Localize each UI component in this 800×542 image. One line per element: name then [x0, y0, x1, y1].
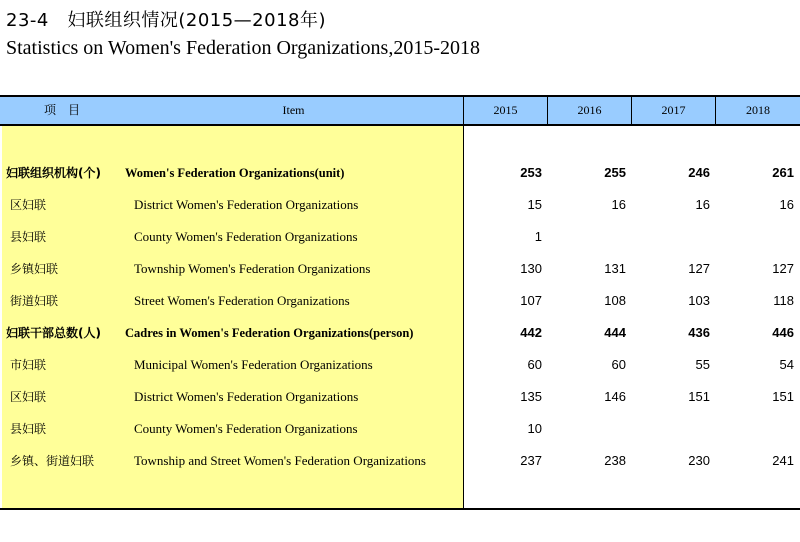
row-value-2018: 446 — [772, 325, 794, 340]
header-item-en: Item — [282, 103, 305, 117]
row-value-2017: 151 — [688, 389, 710, 404]
row-value-2018: 151 — [772, 389, 794, 404]
row-value-2016: 444 — [604, 325, 626, 340]
row-label-cn: 妇联干部总数(人) — [6, 326, 101, 340]
table-row — [0, 285, 800, 317]
row-value-2016: 146 — [604, 389, 626, 404]
row-label-en: Street Women's Federation Organizations — [134, 293, 350, 308]
table-row — [0, 381, 800, 413]
row-value-2016: 108 — [604, 293, 626, 308]
table-header — [0, 97, 800, 124]
row-value-2017 — [640, 413, 710, 445]
row-value-2017: 246 — [688, 165, 710, 180]
row-value-2015: 253 — [520, 165, 542, 180]
row-label-cn: 市妇联 — [10, 358, 47, 372]
header-year-2015: 2015 — [493, 103, 518, 117]
row-label-cn: 区妇联 — [10, 390, 47, 404]
header-item-cn: 项 目 — [43, 103, 80, 117]
table-row — [0, 189, 800, 221]
row-value-2018: 16 — [779, 197, 794, 212]
table-row — [0, 253, 800, 285]
row-label-cn: 区妇联 — [10, 198, 47, 212]
row-value-2015: 1 — [534, 229, 542, 244]
row-value-2017: 103 — [688, 293, 710, 308]
row-label-en: District Women's Federation Organizations — [134, 197, 359, 212]
row-label-cn: 街道妇联 — [10, 294, 59, 308]
header-year-2018: 2018 — [746, 103, 770, 117]
row-value-2015: 10 — [527, 421, 542, 436]
row-value-2016 — [556, 221, 626, 253]
row-value-2017: 436 — [688, 325, 710, 340]
row-value-2016: 255 — [604, 165, 626, 180]
page-title-english: Statistics on Women's Federation Organizations,2015-2018 — [6, 37, 480, 59]
row-value-2015: 442 — [520, 325, 542, 340]
row-label-en: Cadres in Women's Federation Organizations(person) — [125, 326, 414, 340]
table-row — [0, 349, 800, 381]
row-value-2015: 135 — [520, 389, 542, 404]
row-label-en: Township Women's Federation Organizations — [134, 261, 371, 276]
row-label-en: Women's Federation Organizations(unit) — [125, 166, 345, 180]
row-value-2018: 241 — [772, 453, 794, 468]
row-label-en: County Women's Federation Organizations — [134, 229, 358, 244]
table-row — [0, 221, 800, 253]
row-label-cn: 乡镇、街道妇联 — [10, 454, 95, 468]
row-value-2015: 60 — [527, 357, 542, 372]
row-value-2016: 131 — [604, 261, 626, 276]
row-label-cn: 县妇联 — [10, 230, 47, 244]
table-row — [0, 413, 800, 445]
row-value-2017: 230 — [688, 453, 710, 468]
row-label-en: Municipal Women's Federation Organizations — [134, 357, 373, 372]
row-label-cn: 乡镇妇联 — [10, 262, 59, 276]
header-year-2017: 2017 — [661, 103, 686, 117]
row-value-2018: 54 — [779, 357, 794, 372]
row-value-2018: 127 — [772, 261, 794, 276]
table-bottom-rule — [0, 508, 800, 510]
row-label-en: Township and Street Women's Federation Organizations — [134, 453, 426, 468]
table-row — [0, 445, 800, 477]
row-value-2015: 130 — [520, 261, 542, 276]
row-value-2018 — [724, 221, 794, 253]
row-value-2018: 118 — [773, 293, 794, 308]
row-label-cn: 妇联组织机构(个) — [6, 166, 101, 180]
row-value-2016: 60 — [611, 357, 626, 372]
row-value-2015: 15 — [527, 197, 542, 212]
row-value-2018 — [724, 413, 794, 445]
row-value-2017: 127 — [688, 261, 710, 276]
row-value-2017: 16 — [695, 197, 710, 212]
row-value-2015: 107 — [520, 293, 542, 308]
row-value-2016 — [556, 413, 626, 445]
row-value-2015: 237 — [520, 453, 542, 468]
table-row — [0, 317, 800, 349]
row-value-2017: 55 — [695, 357, 710, 372]
row-label-en: County Women's Federation Organizations — [134, 421, 358, 436]
row-value-2017 — [640, 221, 710, 253]
row-value-2018: 261 — [772, 165, 794, 180]
header-year-2016: 2016 — [577, 103, 602, 117]
row-value-2016: 16 — [611, 197, 626, 212]
page-title-chinese: 23-4 妇联组织情况(2015—2018年) — [6, 10, 327, 31]
row-value-2016: 238 — [604, 453, 626, 468]
table-row — [0, 157, 800, 189]
row-label-cn: 县妇联 — [10, 422, 47, 436]
row-label-en: District Women's Federation Organizations — [134, 389, 359, 404]
